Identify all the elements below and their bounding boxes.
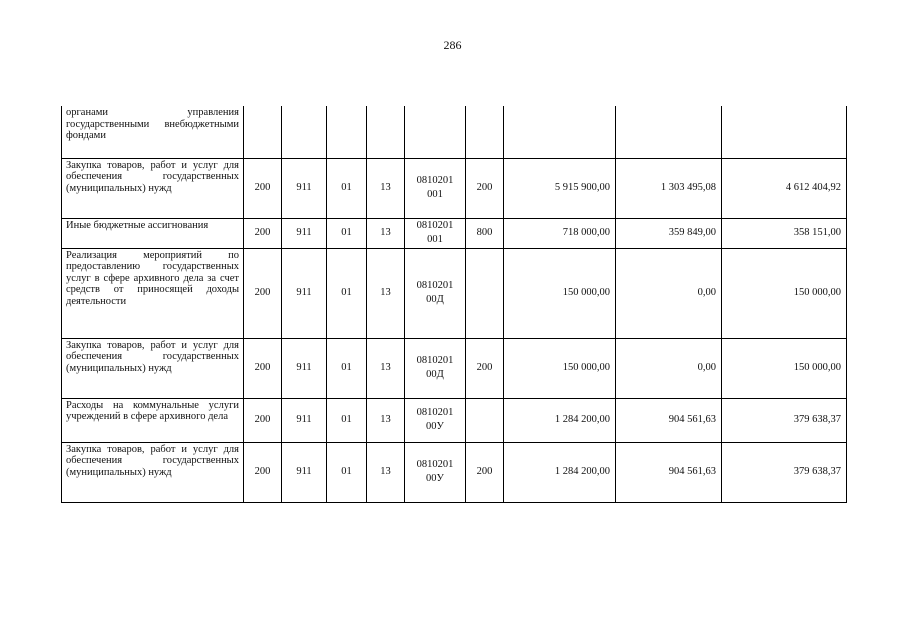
row-name: Закупка товаров, работ и услуг для обеспечения государственных (муниципальных) нужд (62, 442, 244, 502)
cell-plan: 5 915 900,00 (504, 158, 616, 218)
row-name: органами управления государственными внебюджетными фондами (62, 106, 244, 158)
cell-subsection: 13 (367, 248, 405, 338)
cell-remainder (722, 106, 847, 158)
cell-admin: 200 (244, 398, 282, 442)
row-name: Закупка товаров, работ и услуг для обеспечения государственных (муниципальных) нужд (62, 338, 244, 398)
cell-expense-type: 200 (466, 158, 504, 218)
cell-remainder: 150 000,00 (722, 248, 847, 338)
cell-plan: 1 284 200,00 (504, 442, 616, 502)
cell-expense-type: 200 (466, 338, 504, 398)
cell-target-article: 0810201 00Д (405, 338, 466, 398)
cell-target-article: 0810201 00У (405, 442, 466, 502)
cell-remainder: 150 000,00 (722, 338, 847, 398)
cell-ministry: 911 (282, 218, 327, 248)
cell-admin (244, 106, 282, 158)
cell-admin: 200 (244, 158, 282, 218)
cell-expense-type (466, 248, 504, 338)
cell-section (327, 106, 367, 158)
cell-remainder: 379 638,37 (722, 398, 847, 442)
cell-executed: 904 561,63 (616, 442, 722, 502)
table-row (62, 248, 847, 338)
row-name: Расходы на коммунальные услуги учреждений в сфере архивного дела (62, 398, 244, 442)
cell-section: 01 (327, 218, 367, 248)
cell-executed: 359 849,00 (616, 218, 722, 248)
cell-remainder: 4 612 404,92 (722, 158, 847, 218)
table-row (62, 158, 847, 218)
cell-section: 01 (327, 338, 367, 398)
cell-ministry: 911 (282, 442, 327, 502)
table-row (62, 218, 847, 248)
table-row (62, 442, 847, 502)
cell-expense-type: 800 (466, 218, 504, 248)
cell-expense-type: 200 (466, 442, 504, 502)
cell-expense-type (466, 398, 504, 442)
cell-target-article: 0810201 00Д (405, 248, 466, 338)
cell-subsection: 13 (367, 398, 405, 442)
cell-subsection (367, 106, 405, 158)
table-row (62, 106, 847, 158)
cell-plan: 718 000,00 (504, 218, 616, 248)
cell-plan: 150 000,00 (504, 248, 616, 338)
cell-ministry: 911 (282, 338, 327, 398)
row-name: Закупка товаров, работ и услуг для обеспечения государственных (муниципальных) нужд (62, 158, 244, 218)
cell-ministry: 911 (282, 158, 327, 218)
cell-subsection: 13 (367, 442, 405, 502)
cell-section: 01 (327, 248, 367, 338)
page-number: 286 (443, 38, 462, 52)
cell-executed (616, 106, 722, 158)
cell-admin: 200 (244, 338, 282, 398)
cell-ministry (282, 106, 327, 158)
cell-section: 01 (327, 398, 367, 442)
cell-plan: 1 284 200,00 (504, 398, 616, 442)
cell-remainder: 379 638,37 (722, 442, 847, 502)
cell-target-article: 0810201 00У (405, 398, 466, 442)
cell-subsection: 13 (367, 338, 405, 398)
row-name: Иные бюджетные ассигнования (62, 218, 244, 248)
cell-expense-type (466, 106, 504, 158)
budget-table (61, 106, 847, 503)
cell-subsection: 13 (367, 218, 405, 248)
cell-subsection: 13 (367, 158, 405, 218)
cell-target-article: 0810201 001 (405, 158, 466, 218)
cell-admin: 200 (244, 442, 282, 502)
cell-ministry: 911 (282, 248, 327, 338)
cell-plan (504, 106, 616, 158)
cell-admin: 200 (244, 248, 282, 338)
cell-section: 01 (327, 442, 367, 502)
cell-remainder: 358 151,00 (722, 218, 847, 248)
cell-section: 01 (327, 158, 367, 218)
cell-admin: 200 (244, 218, 282, 248)
row-name: Реализация мероприятий по предоставлению государственных услуг в сфере архивного дела за счет средств от приносящей доходы деятельности (62, 248, 244, 338)
cell-executed: 904 561,63 (616, 398, 722, 442)
cell-target-article: 0810201 001 (405, 218, 466, 248)
table-row (62, 338, 847, 398)
cell-executed: 0,00 (616, 248, 722, 338)
cell-target-article (405, 106, 466, 158)
cell-executed: 0,00 (616, 338, 722, 398)
table-row (62, 398, 847, 442)
cell-executed: 1 303 495,08 (616, 158, 722, 218)
cell-plan: 150 000,00 (504, 338, 616, 398)
cell-ministry: 911 (282, 398, 327, 442)
